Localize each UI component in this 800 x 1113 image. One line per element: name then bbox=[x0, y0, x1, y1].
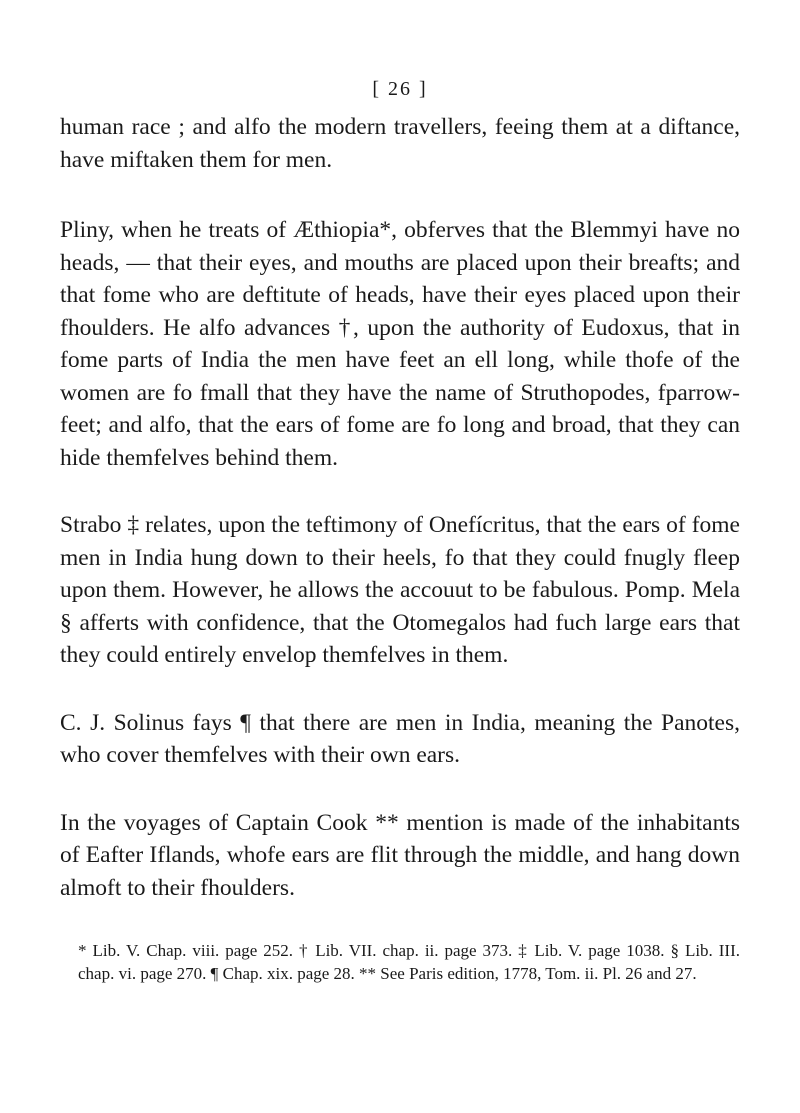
paragraph-1: human race ; and alfo the modern travellers, feeing them at a diftance, have miftaken them for men. bbox=[60, 114, 740, 173]
paragraph-3: Strabo ‡ relates, upon the teftimony of Onefícritus, that the ears of fome men in India hung down to their heels, fo that they could fnugly fleep upon them. However, he allows the accouut to be fabulous. Pomp. Mela § afferts with confidence, that the Otomegalos had fuch large ears that they could entirely envelop themfelves in them. bbox=[60, 512, 740, 668]
paragraph-5: In the voyages of Captain Cook ** mention is made of the inhabitants of Eafter Iflands, whofe ears are flit through the middle, and hang down almoft to their fhoulders. bbox=[60, 809, 740, 901]
paragraph-2: Pliny, when he treats of Æthiopia*, obferves that the Blemmyi have no heads, — that their eyes, and mouths are placed upon their breafts; and that fome who are deftitute of heads, have their eyes placed upon their fhoulders. He alfo advances †, upon the authority of Eudoxus, that in fome parts of India the men have feet an ell long, while thofe of the women are fo fmall that they have the name of Struthopodes, fparrow-feet; and alfo, that the ears of fome are fo long and broad, that they can hide themfelves behind them. bbox=[60, 217, 740, 471]
paragraph-4: C. J. Solinus fays ¶ that there are men in India, meaning the Panotes, who cover themfelves with their own ears. bbox=[60, 709, 740, 768]
footnotes: * Lib. V. Chap. viii. page 252. † Lib. VII. chap. ii. page 373. ‡ Lib. V. page 1038. § Lib. III. chap. vi. page 270. ¶ Chap. xix. page 28. ** See Paris edition, 1778, Tom. ii. Pl. 26 and 27. bbox=[78, 941, 740, 983]
page-number: [ 26 ] bbox=[372, 78, 428, 100]
